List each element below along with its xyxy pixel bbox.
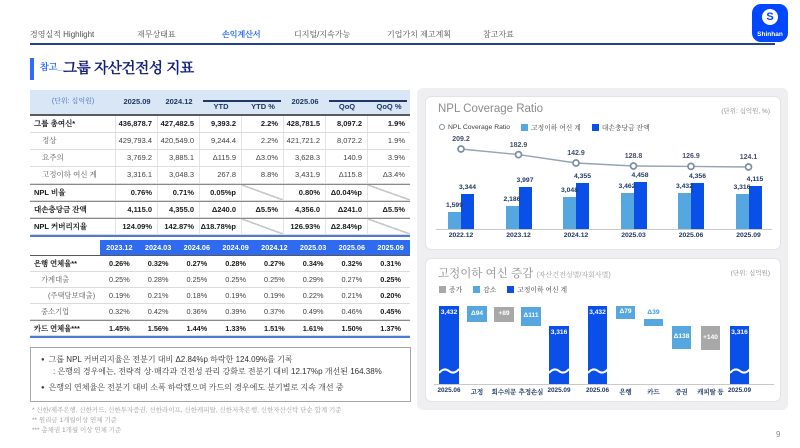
bullet-icon: ● [41,357,45,363]
table-row [30,184,410,201]
nav-tab-5[interactable]: 기업가치 제고계획 [387,30,452,39]
legend-item [521,122,581,132]
table-cell: 4,355.0 [158,202,200,217]
table-cell: Δ115.9 [200,150,242,166]
row-label: 중소기업 [41,307,70,316]
column-header: 2025.03 [294,240,333,255]
axis-break-icon [587,367,609,376]
npl-coverage-plot [434,135,774,247]
table-cell: 0.25% [264,275,285,284]
table-cell: 1.61% [302,324,324,333]
bar-value-label: 3,316 [550,329,568,336]
legend-label: 대손충당금 잔액 [601,125,650,132]
table-cell: 3,628.3 [284,150,326,166]
row-label: NPL 커버리지율 [30,219,116,234]
table-cell: 0.26% [109,259,130,268]
table-cell: 0.05%p [200,185,242,200]
table-cell: 421,721.2 [284,133,326,149]
column-header: 2023.12 [100,240,139,255]
bar-value-label: 3,432 [440,309,458,316]
table-cell: 420,549.0 [158,133,200,149]
table-cell: 0.19% [225,291,246,300]
legend-item [439,284,462,294]
table-cell: 0.39% [225,307,246,316]
table-cell: 3,431.9 [284,167,326,183]
table-cell: Δ240.0 [200,202,242,217]
column-header: QoQ % [376,102,402,111]
table-cell: 126.93% [284,219,326,234]
chart-title: NPL Coverage Ratio [438,103,544,115]
table-cell: 1.33% [225,324,246,333]
column-header: 2025.09 [123,97,151,106]
legend-swatch-icon [521,124,528,131]
table-cell: 3,048.3 [158,167,200,183]
bar-value-label: 4,115 [746,176,764,183]
table-cell: 0.25% [380,275,401,284]
x-axis-label: 2025.06 [437,387,461,394]
footnotes [32,406,342,436]
table-cell: 1.51% [264,324,285,333]
legend-swatch-icon [507,286,514,293]
table-cell: 0.34% [302,259,324,268]
bar-value-label: 3,316 [733,184,751,191]
bar-value-label: 4,458 [631,172,649,179]
row-label: 요주의 [30,150,116,166]
table-cell: 0.21% [341,291,363,300]
line-marker-icon [439,124,445,130]
column-header: YTD % [251,102,275,111]
chart-legend [439,122,650,132]
table-cell: 9,244.4 [200,133,242,149]
shinhan-symbol-icon: S [762,9,778,25]
table-cell: 124.09% [116,219,158,234]
bar-대손충당금 잔액 [749,186,762,229]
waterfall-bar-은행 [616,306,635,319]
nav-tab-2[interactable]: 재무상태표 [137,30,176,39]
waterfall-bar-2025.09 [549,326,569,384]
chart-title [438,265,611,281]
table-cell: 436,878.7 [116,116,158,132]
nav-tab-6[interactable]: 참고자료 [483,30,514,39]
x-axis-label: 증권 [675,389,688,396]
bar-고정이하 여신 계 [621,193,634,229]
waterfall-bar-증권 [672,326,691,349]
table-cell: 3.9% [387,152,405,162]
table-cell: 0.27% [186,259,208,268]
title-tag: 참고_ [40,62,63,72]
title-accent-bar [30,58,34,80]
highlight-line: ● 그룹 NPL 커버리지율은 전분기 대비 Δ2.84%p 하락한 124.09%를 기록 [41,355,293,364]
table-row [30,304,410,320]
legend-swatch-icon [439,286,446,293]
chart-legend [439,284,567,294]
x-axis [436,229,772,230]
table-cell: 4,356.0 [284,202,326,217]
line-value-label: 182.9 [509,141,528,149]
table-row [30,272,410,288]
table-row [30,320,410,336]
npl-change-chart-card [425,258,781,402]
npl-coverage-chart-card [425,96,781,250]
bar-고정이하 여신 계 [736,194,749,229]
x-axis-label: 2025.09 [727,387,752,394]
highlight-item [41,382,400,394]
line-value-label: 124.1 [739,153,758,161]
line-value-label: 128.8 [624,153,643,160]
column-header: 2024.09 [216,240,255,255]
table-cell: Δ0.04%p [326,185,368,200]
table-row [30,256,410,272]
table-cell: Δ115.8 [326,167,368,183]
nav-tab-3[interactable]: 손익계산서 [222,30,261,39]
table-cell: 0.22% [302,291,324,300]
bar-value-label: 2,186 [503,196,521,203]
table-cell: 0.25% [109,275,130,284]
table-cell: 0.32% [109,307,130,316]
footnote: * 신한/제주은행, 신한카드, 신한투자증권, 신한라이프, 신한캐피탈, 신한저축은행, 신한자산신탁 단순 합계 기준 [32,407,342,414]
table-cell: 8.8% [242,167,284,183]
bar-value-label: 3,432 [589,309,606,316]
legend-label: NPL Coverage Ratio [448,123,511,131]
waterfall-bar-2025.06 [439,306,459,384]
table-cell: 140.9 [326,150,368,166]
bar-value-label: 3,997 [516,177,534,184]
axis-break-icon [729,367,751,376]
x-axis-label: 2025.09 [547,387,571,394]
bar-value-label: 3,048 [560,187,578,194]
table-cell: 0.25% [225,275,246,284]
footnote: *** 총채권 1개월 이상 연체 기준 [32,427,122,435]
table-cell: Δ18.78%p [200,219,242,234]
table-cell: 0.19% [264,291,285,300]
column-header: (단위: 십억원) [51,98,95,105]
shinhan-logo [752,4,788,42]
table-cell: 3,316.1 [116,167,158,183]
delinquency-table-body [30,240,410,336]
table-cell: 0.21% [147,291,169,300]
table-cell: 0.76% [116,185,158,200]
column-header: 2025.09 [371,240,410,255]
waterfall-bar-카드 [644,319,663,326]
x-axis-label: 2025.06 [678,232,704,239]
delinquency-table [30,240,410,338]
table-cell: 1.9% [387,118,405,128]
column-header: YTD [213,102,229,111]
bar-value-label: 3,432 [675,183,693,190]
legend-swatch-icon [592,124,599,131]
table-cell [242,219,284,234]
table-cell: 4,115.0 [116,202,158,217]
table-cell: 0.45% [380,307,401,316]
line-value-label: 209.2 [452,136,470,143]
table-cell: 1.45% [109,324,130,333]
bullet-icon: ● [41,385,45,392]
bar-value-label: +140 [703,333,718,341]
table-cell: 1.56% [147,324,169,333]
bar-value-label: 1,599 [445,202,463,209]
bar-value-label: 3,316 [731,329,748,336]
nav-tab-1[interactable]: 경영실적 Highlight [30,30,95,39]
legend-label: 고정이하 여신 계 [517,287,568,294]
bar-value-label: Δ111 [523,312,539,319]
legend-item [507,284,567,294]
axis-break-icon [438,367,460,376]
page-number: 9 [776,430,781,439]
bar-고정이하 여신 계 [506,206,519,229]
row-label: 정상 [30,133,116,149]
footnote: ** 원리금 1개월이상 연체 기준 [32,417,117,425]
table-cell: 1.50% [341,324,363,333]
legend-item [439,124,510,131]
bar-value-label: +89 [498,310,510,317]
table-cell: Δ3.0% [242,150,284,166]
row-label: 그룹 총여신* [30,116,116,132]
legend-label: 고정이하 여신 계 [531,125,581,132]
table-cell: 0.19% [109,291,130,300]
table-cell: 1.44% [186,324,208,333]
row-label: 고정이하 여신 계 [30,167,116,183]
asset-quality-table [30,90,410,237]
legend-item [473,284,496,294]
bar-대손충당금 잔액 [461,194,474,229]
table-row [30,150,410,167]
chart-subtitle-text: (자산건전성별/자회사별) [536,272,611,279]
table-row [30,133,410,150]
x-axis-label: 추정손실 [518,389,544,396]
row-label: 가계대출 [41,275,70,284]
table-cell: 8,072.2 [326,133,368,149]
waterfall-bar-고정 [467,306,487,322]
waterfall-bar-회수의문 [494,307,514,322]
table-cell: 8,097.2 [326,116,368,132]
column-header: 2024.12 [255,240,294,255]
nav-underline [30,43,775,45]
table-cell [368,219,410,234]
table-cell: 267.8 [200,167,242,183]
legend-label: 감소 [483,287,497,294]
waterfall-bar-2025.06 [588,306,607,384]
asset-quality-table-header [30,90,410,114]
x-axis-label: 2023.12 [506,232,531,239]
chart-unit: (단위: 십억원, %) [721,108,770,115]
x-axis-label: 회수의문 [491,389,517,396]
table-row [30,201,410,218]
row-label: (주택담보대출) [48,291,96,300]
table-cell: 0.49% [302,307,324,316]
bar-대손충당금 잔액 [519,187,532,229]
line-value-label: 126.9 [682,153,700,161]
table-cell: 0.71% [158,185,200,200]
bar-고정이하 여신 계 [678,193,691,229]
x-axis-label: 은행 [619,389,632,396]
legend-swatch-icon [473,286,480,293]
table-cell: Δ241.0 [326,202,368,217]
nav-tab-4[interactable]: 디지털/지속가능 [294,30,351,39]
table-cell: 428,781.5 [284,116,326,132]
table-cell: 0.27% [264,259,285,268]
row-label: 은행 연체율** [34,259,77,268]
table-cell: 0.32% [341,259,363,268]
table-cell: 1.37% [380,324,401,333]
table-header-row [30,240,410,256]
table-cell: 0.36% [186,307,208,316]
highlight-item [41,354,400,377]
npl-change-plot [426,299,782,399]
logo-text: Shinhan [757,31,783,38]
table-cell: 427,482.5 [158,116,200,132]
x-axis-label: 2025.03 [621,232,646,239]
x-axis-label: 2025.06 [585,387,610,394]
table-row [30,288,410,304]
coverage-ratio-line [434,135,774,247]
table-cell: 0.42% [147,307,169,316]
table-cell: 0.28% [225,259,246,268]
row-label: 대손충당금 잔액 [30,202,116,217]
x-axis-label: 캐피탈 등 [697,389,724,396]
table-cell: 0.27% [341,275,363,284]
legend-label: 증가 [449,287,463,294]
table-cell: Δ3.4% [382,169,405,179]
column-header: 2025.06 [333,240,372,255]
corner-cell [30,240,100,255]
bar-고정이하 여신 계 [448,212,461,229]
table-cell: 2.2% [242,133,284,149]
table-cell: 0.32% [147,259,169,268]
highlight-box [30,347,411,402]
chart-title-text: 고정이하 여신 증감 [438,268,534,280]
x-axis [434,384,774,385]
charts-panel [417,88,788,410]
column-header: 2024.06 [178,240,217,255]
row-label: NPL 비율 [30,185,116,200]
bar-value-label: 3,462 [618,183,636,190]
table-bottom-border [30,235,410,237]
table-cell: 9,393.2 [200,116,242,132]
table-cell: 3,885.1 [158,150,200,166]
x-axis-label: 카드 [647,389,660,396]
chart-unit: (단위: 십억원) [730,270,770,277]
page-title: 그룹 자산건전성 지표 [63,61,194,77]
x-axis-label: 2025.09 [736,232,761,239]
bar-value-label: Δ79 [619,308,632,315]
table-cell: Δ5.5% [242,202,284,217]
legend-item [592,122,650,132]
highlight-line: : 은행의 경우에는, 전략적 상·매각과 건전성 관리 강화로 전분기 대비 12.17%p 개선된 164.38% [53,366,382,376]
table-bottom-border [30,336,410,338]
axis-break-icon [548,367,570,376]
asset-quality-table-body [30,116,410,235]
table-cell: 2.2% [242,116,284,132]
x-axis-label: 2022.12 [448,232,474,239]
table-cell [368,185,410,200]
table-cell: Δ5.5% [382,204,405,214]
table-cell: 1.9% [387,135,405,145]
column-header: 2024.12 [165,97,193,106]
table-cell: 0.46% [341,307,363,316]
table-cell: 0.20% [380,291,401,300]
top-navigation [0,0,800,44]
table-row [30,218,410,235]
line-value-label: 142.9 [567,150,585,158]
table-cell: 3,769.2 [116,150,158,166]
column-header: QoQ [338,102,356,111]
table-cell: 0.80% [284,185,326,200]
bar-value-label: Δ138 [673,333,690,340]
highlight-line: ● 은행의 연체율은 전분기 대비 소폭 하락했으며 카드의 경우에도 분기별로 지속 개선 중 [41,383,344,393]
table-row [30,116,410,133]
x-axis-label: 고정 [470,389,484,396]
table-cell: 142.87% [158,219,200,234]
x-axis-label: 2024.12 [563,232,589,239]
table-cell: 0.18% [186,291,208,300]
bar-value-label: 4,355 [573,173,591,180]
waterfall-bar-2025.09 [730,326,749,384]
waterfall-bar-캐피탈 등 [701,326,720,350]
bar-value-label: Δ39 [647,309,660,316]
bar-value-label: Δ94 [470,309,484,317]
row-label: 카드 연체율*** [34,324,80,333]
table-cell [242,185,284,200]
column-header: 2025.06 [291,97,319,106]
table-cell: Δ2.84%p [326,219,368,234]
table-cell: 0.28% [147,275,169,284]
table-cell: 0.25% [186,275,208,284]
table-cell: 0.31% [380,259,401,268]
bar-value-label: 3,344 [458,184,476,191]
bar-value-label: 4,356 [688,173,706,180]
column-header: 2024.03 [139,240,178,255]
table-row [30,167,410,184]
table-cell: 429,793.4 [116,133,158,149]
table-cell: 0.29% [302,275,324,284]
waterfall-bar-추정손실 [521,307,541,326]
table-cell: 0.37% [264,307,285,316]
bar-고정이하 여신 계 [563,197,576,229]
